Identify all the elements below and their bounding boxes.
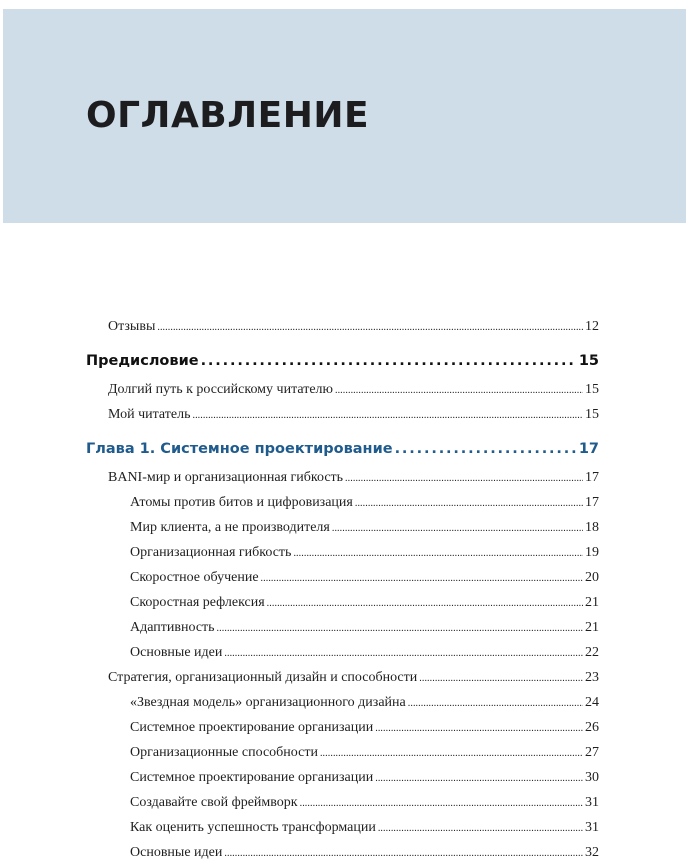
toc-entry[interactable] <box>130 545 599 561</box>
dot-leader <box>267 595 583 611</box>
toc-entry-page: 17 <box>585 470 599 485</box>
toc-entry[interactable] <box>130 745 599 761</box>
dot-leader <box>395 441 577 457</box>
toc-entry-page: 15 <box>585 382 599 397</box>
toc-entry-label: Мой читатель <box>108 407 191 422</box>
dot-leader <box>408 695 583 711</box>
toc-entry[interactable] <box>108 670 599 686</box>
dot-leader <box>157 319 583 335</box>
dot-leader <box>320 745 583 761</box>
toc-entry-label: Системное проектирование организации <box>130 770 374 785</box>
dot-leader <box>378 820 583 836</box>
toc-entry-page: 22 <box>585 645 599 660</box>
toc-entry-label: Как оценить успешность трансформации <box>130 820 376 835</box>
dot-leader <box>300 795 583 811</box>
toc-entry[interactable] <box>130 795 599 811</box>
toc-entry-label: Основные идеи <box>130 845 223 860</box>
toc-entry-page: 26 <box>585 720 599 735</box>
toc-entry-page: 21 <box>585 620 599 635</box>
dot-leader <box>332 520 583 536</box>
dot-leader <box>345 470 583 486</box>
toc-entry-page: 23 <box>585 670 599 685</box>
toc-entry[interactable] <box>130 845 599 861</box>
toc-entry-label: «Звездная модель» организационного дизайна <box>130 695 406 710</box>
toc-entry-page: 24 <box>585 695 599 710</box>
toc-entry-label: Отзывы <box>108 319 156 334</box>
dot-leader <box>355 495 583 511</box>
toc-entry-label: Скоростная рефлексия <box>130 595 265 610</box>
toc-entry[interactable] <box>108 319 599 335</box>
toc-entry-label: BANI-мир и организационная гибкость <box>108 470 344 485</box>
toc-entry-page: 31 <box>585 795 599 810</box>
toc-entry-label: Организационная гибкость <box>130 545 292 560</box>
dot-leader <box>224 645 583 661</box>
page-title: ОГЛАВЛЕНИЕ <box>86 95 370 136</box>
toc-entry-page: 20 <box>585 570 599 585</box>
toc-entry-chapter[interactable] <box>86 441 599 457</box>
toc-entry[interactable] <box>108 407 599 423</box>
toc-entry[interactable] <box>130 595 599 611</box>
toc-entry[interactable] <box>130 820 599 836</box>
toc-entry-page: 19 <box>585 545 599 560</box>
toc-entry[interactable] <box>130 720 599 736</box>
toc-entry-page: 15 <box>585 407 599 422</box>
toc-entry[interactable] <box>130 645 599 661</box>
toc-entry[interactable] <box>130 495 599 511</box>
dot-leader <box>201 353 577 369</box>
toc-entry-page: 17 <box>578 441 599 457</box>
toc-entry[interactable] <box>130 620 599 636</box>
toc-entry-label: Мир клиента, а не производителя <box>130 520 330 535</box>
toc-entry-label: Организационные способности <box>130 745 318 760</box>
toc-entry[interactable] <box>130 770 599 786</box>
toc-entry-label: Скоростное обучение <box>130 570 259 585</box>
toc-entry-label: Стратегия, организационный дизайн и способности <box>108 670 418 685</box>
toc-entry-page: 15 <box>578 353 599 369</box>
toc-entry[interactable] <box>130 570 599 586</box>
toc-entry-label: Основные идеи <box>130 645 223 660</box>
toc-entry-page: 12 <box>585 319 599 334</box>
dot-leader <box>293 545 583 561</box>
toc-entry-label: Атомы против битов и цифровизация <box>130 495 353 510</box>
toc-entry-label: Системное проектирование организации <box>130 720 374 735</box>
toc-entry[interactable] <box>130 695 599 711</box>
dot-leader <box>217 620 583 636</box>
toc-entry-page: 18 <box>585 520 599 535</box>
toc-entry-label: Предисловие <box>86 353 199 369</box>
toc-entry-page: 17 <box>585 495 599 510</box>
toc-entry-label: Адаптивность <box>130 620 215 635</box>
toc-entry-page: 32 <box>585 845 599 860</box>
dot-leader <box>335 382 583 398</box>
dot-leader <box>419 670 583 686</box>
toc-entry[interactable] <box>86 353 599 369</box>
dot-leader <box>375 770 583 786</box>
toc-entry[interactable] <box>108 470 599 486</box>
toc-entry-label: Долгий путь к российскому читателю <box>108 382 333 397</box>
dot-leader <box>261 570 583 586</box>
toc-entry-page: 31 <box>585 820 599 835</box>
toc-entry-label: Создавайте свой фреймворк <box>130 795 298 810</box>
toc-entry-page: 30 <box>585 770 599 785</box>
toc-entry[interactable] <box>108 382 599 398</box>
toc-entry-page: 21 <box>585 595 599 610</box>
toc-entry[interactable] <box>130 520 599 536</box>
dot-leader <box>192 407 583 423</box>
dot-leader <box>224 845 583 861</box>
toc-entry-page: 27 <box>585 745 599 760</box>
toc-entry-label: Глава 1. Системное проектирование <box>86 441 393 457</box>
dot-leader <box>375 720 583 736</box>
